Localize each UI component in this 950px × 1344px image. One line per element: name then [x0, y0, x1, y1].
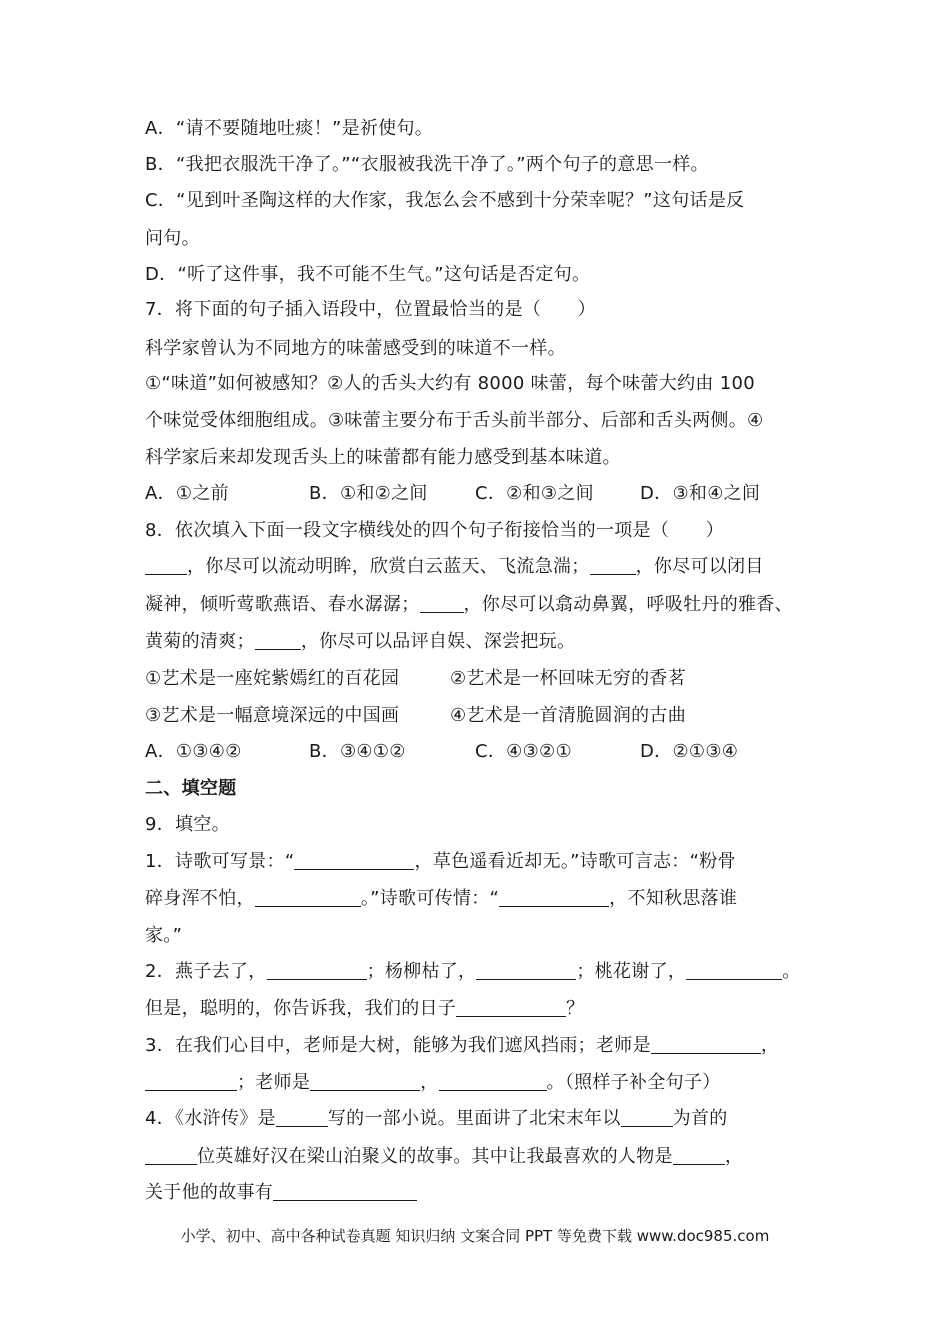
q8-text: ，你尽可以品评自娱、深尝把玩。	[300, 631, 576, 652]
answer-blank[interactable]	[621, 1108, 673, 1127]
q7-option-b: B．①和②之间	[309, 483, 428, 504]
q9-line6	[145, 1034, 779, 1058]
q8-text: ，你尽可以流动明眸，欣赏白云蓝天、飞流急湍；	[187, 556, 590, 577]
q9-text: 关于他的故事有	[145, 1182, 274, 1203]
q7-passage-line2: 个味觉受体细胞组成。③味蕾主要分布于舌头前半部分、后部和舌头两侧。④	[145, 410, 764, 431]
q8-text: 黄菊的清爽；	[145, 631, 255, 652]
q7-option-a: A．①之前	[145, 483, 229, 504]
answer-blank[interactable]	[267, 961, 367, 980]
q8-option-a: A．①③④②	[145, 741, 242, 762]
q8-sentence-1: ①艺术是一座姹紫嫣红的百花园	[145, 668, 400, 689]
q9-text: 为首的	[672, 1108, 728, 1129]
q9-text: 但是，聪明的，你告诉我，我们的日子	[145, 998, 457, 1019]
q8-option-d: D．②①③④	[640, 741, 739, 762]
answer-blank[interactable]	[476, 961, 576, 980]
q8-text: ，你尽可以闭目	[635, 556, 764, 577]
q9-text: ；桃花谢了，	[576, 961, 687, 982]
q9-text: 写的一部小说。里面讲了北宋末年以	[327, 1108, 621, 1129]
answer-blank[interactable]	[255, 888, 361, 907]
q9-text: 3．在我们心目中，老师是大树，能够为我们遮风挡雨；老师是	[145, 1035, 651, 1056]
section-title: 二、填空题	[145, 778, 237, 799]
q8-sentence-3: ③艺术是一幅意境深远的中国画	[145, 705, 400, 726]
q8-passage-line3	[145, 630, 575, 654]
q9-text: ，草色遥看近却无。”诗歌可言志：“粉骨	[414, 851, 736, 872]
q9-text: 。”诗歌可传情：“	[360, 888, 500, 909]
q9-text: 1．诗歌可写景：“	[145, 851, 295, 872]
q9-line1	[145, 850, 736, 874]
q9-line3: 家。”	[145, 925, 183, 946]
q9-line10	[145, 1181, 417, 1205]
answer-blank[interactable]	[276, 1108, 328, 1127]
q9-text: ？	[566, 998, 585, 1019]
q7-passage-line1: ①“味道”如何被感知？②人的舌头大约有 8000 味蕾，每个味蕾大约由 100	[145, 373, 755, 394]
q9-text: ；老师是	[237, 1072, 311, 1093]
answer-blank[interactable]	[673, 1146, 725, 1165]
q9-line2	[145, 887, 737, 911]
q9-text: 位英雄好汉在梁山泊聚义的故事。其中让我最喜欢的人物是	[197, 1146, 673, 1167]
answer-blank[interactable]	[255, 631, 301, 650]
answer-blank[interactable]	[590, 556, 636, 575]
q8-sentence-2: ②艺术是一杯回味无穷的香茗	[450, 668, 687, 689]
q8-option-b: B．③④①②	[309, 741, 406, 762]
q9-text: ，	[420, 1072, 439, 1093]
answer-blank[interactable]	[294, 851, 414, 870]
q6-option-c-line1: C．“见到叶圣陶这样的大作家，我怎么会不感到十分荣幸呢？”这句话是反	[145, 190, 745, 211]
q7-passage-line3: 科学家后来却发现舌头上的味蕾都有能力感受到基本味道。	[145, 447, 621, 468]
answer-blank[interactable]	[273, 1182, 417, 1201]
q9-text: 4．《水浒传》是	[145, 1108, 276, 1129]
answer-blank[interactable]	[145, 1146, 197, 1165]
q9-text: 碎身浑不怕，	[145, 888, 255, 909]
answer-blank[interactable]	[456, 998, 566, 1017]
q9-line4	[145, 960, 801, 984]
q8-passage-line2	[145, 593, 793, 617]
answer-blank[interactable]	[145, 556, 187, 575]
q9-text: 。	[782, 961, 801, 982]
q7-sentence: 科学家曾认为不同地方的味蕾感受到的味道不一样。	[145, 338, 566, 359]
answer-blank[interactable]	[310, 1072, 420, 1091]
q9-text: ；杨柳枯了，	[366, 961, 477, 982]
q9-line7	[145, 1071, 721, 1095]
answer-blank[interactable]	[439, 1072, 547, 1091]
q9-text: 2．燕子去了，	[145, 961, 267, 982]
q6-option-c-line2: 问句。	[145, 228, 200, 249]
q8-text: 凝神，倾听莺歌燕语、春水潺潺；	[145, 594, 420, 615]
section-heading	[145, 777, 237, 801]
q9-text: ，不知秋思落谁	[609, 888, 738, 909]
q9-stem: 9．填空。	[145, 814, 230, 835]
q8-sentence-4: ④艺术是一首清脆圆润的古曲	[450, 705, 687, 726]
q8-text: ，你尽可以翕动鼻翼，呼吸牡丹的雅香、	[463, 594, 793, 615]
answer-blank[interactable]	[420, 594, 464, 613]
q9-line8	[145, 1107, 728, 1131]
answer-blank[interactable]	[145, 1072, 237, 1091]
q9-text: 。（照样子补全句子）	[546, 1072, 721, 1093]
q6-option-a: A．“请不要随地吐痰！”是祈使句。	[145, 118, 434, 139]
q7-option-c: C．②和③之间	[475, 483, 594, 504]
q9-text: ，	[760, 1035, 780, 1056]
answer-blank[interactable]	[686, 961, 782, 980]
q6-option-b: B．“我把衣服洗干净了。”“衣服被我洗干净了。”两个句子的意思一样。	[145, 154, 709, 175]
q8-passage-line1	[145, 555, 764, 579]
q6-option-d: D．“听了这件事，我不可能不生气。”这句话是否定句。	[145, 264, 591, 285]
q7-stem: 7．将下面的句子插入语段中，位置最恰当的是（ ）	[145, 299, 596, 320]
answer-blank[interactable]	[499, 888, 609, 907]
q8-stem: 8．依次填入下面一段文字横线处的四个句子衔接恰当的一项是（ ）	[145, 520, 725, 541]
answer-blank[interactable]	[651, 1035, 761, 1054]
q9-text: ，	[724, 1146, 744, 1167]
q7-option-d: D．③和④之间	[640, 483, 761, 504]
q9-line9	[145, 1145, 743, 1169]
q8-option-c: C．④③②①	[475, 741, 572, 762]
q9-line5	[145, 997, 584, 1021]
page-footer: 小学、初中、高中各种试卷真题 知识归纳 文案合同 PPT 等免费下载 www.doc985.com	[180, 1227, 770, 1245]
